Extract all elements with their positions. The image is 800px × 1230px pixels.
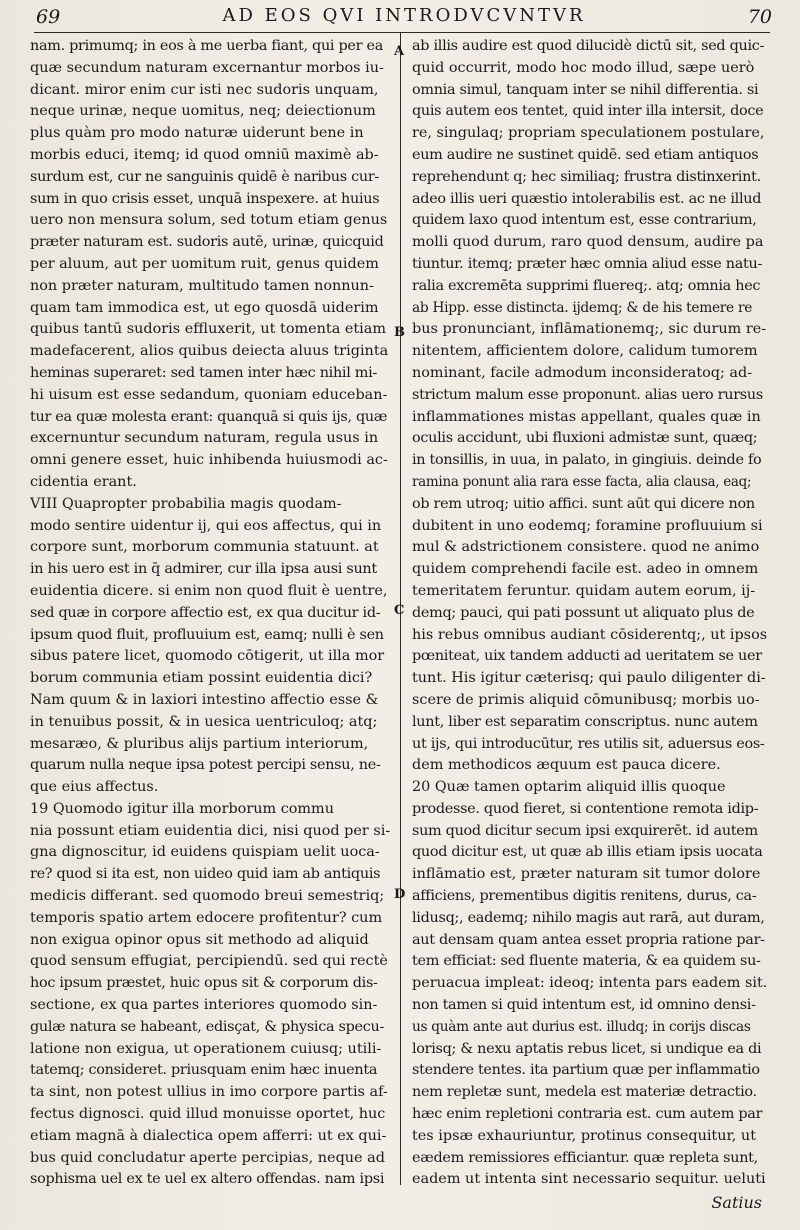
- text-line: hæc enim repletioni contraria est. cum autem par: [412, 1106, 763, 1123]
- text-line: heminas superaret: sed tamen inter hæc nihil mi-: [30, 364, 378, 381]
- text-line: uero non mensura solum, sed totum etiam genus: [30, 212, 388, 229]
- text-line: ut ijs, qui introducūtur, res utilis sit, aduersus eos-: [412, 735, 765, 752]
- text-line: ta sint, non potest ullius in imo corpore partis af-: [30, 1084, 388, 1101]
- text-line: quis autem eos tentet, quid inter illa intersit, doce: [412, 103, 764, 120]
- text-line: tatemq; consideret. priusquam enim hæc inuenta: [30, 1062, 378, 1079]
- text-line: præter naturam est. sudoris autē, urinæ, quicquid: [30, 234, 384, 251]
- text-line: molli quod durum, raro quod densum, audire pa: [412, 234, 764, 251]
- text-line: ab illis audire est quod dilucidè dictū sit, sed quic-: [412, 38, 765, 54]
- text-line: fectus dignosci. quid illud monuisse oportet, huc: [30, 1106, 386, 1123]
- text-line: bus pronunciant, inflāmationemq;, sic durum re-: [412, 321, 767, 338]
- text-line: surdum est, cur ne sanguinis quidē è naribus cur-: [30, 168, 379, 185]
- text-line: omni genere esset, huic inhibenda huiusmodi ac-: [30, 452, 388, 469]
- text-line: gulæ natura se habeant, edisçat, & physica specu-: [30, 1018, 385, 1035]
- text-line: Nam quum & in laxiori intestino affectio esse &: [30, 691, 379, 708]
- text-line: re, singulaq; propriam speculationem postulare,: [412, 125, 765, 142]
- text-line: in his uero est in q̄ admirer, cur illa ipsa ausi sunt: [30, 561, 377, 578]
- text-line: ralia excremēta supprimi fluereq;. atq; omnia hec: [412, 277, 761, 294]
- page-header: [36, 2, 772, 32]
- text-line: sibus patere licet, quomodo cōtigerit, ut illa mor: [30, 648, 385, 665]
- text-line: nam. primumq; in eos à me uerba fiant, qui per ea: [30, 38, 383, 54]
- text-line: eædem remissiores efficiantur. quæ repleta sunt,: [412, 1149, 758, 1166]
- text-line: strictum malum esse proponunt. alias uero rursus: [412, 386, 763, 403]
- text-line: inflammationes mistas appellant, quales quæ in: [412, 408, 761, 425]
- margin-marker-b: B: [394, 325, 405, 340]
- text-line: nominant, facile admodum inconsideratoq; ad-: [412, 364, 753, 381]
- text-line: VIII Quapropter probabilia magis quodam-: [30, 495, 342, 512]
- text-line: temporis spatio artem edocere profitentur? cum: [30, 909, 383, 926]
- text-line: morbis educi, itemq; id quod omniū maximè ab-: [30, 146, 379, 163]
- text-line: madefacerent, alios quibus deiecta aluus triginta: [30, 343, 389, 360]
- text-line: lidusq;, eademq; nihilo magis aut rarā, aut duram,: [412, 909, 765, 926]
- text-line: stendere tentes. ita partium quæ per inflammatio: [412, 1062, 760, 1079]
- text-line: bus quid concludatur aperte percipias, neque ad: [30, 1149, 385, 1166]
- text-line: nia possunt etiam euidentia dici, nisi quod per si-: [30, 822, 390, 839]
- text-line: 20 Quæ tamen optarim aliquid illis quoque: [412, 779, 726, 796]
- text-line: ramina ponunt alia rara esse facta, alia clausa, eaq;: [412, 473, 752, 490]
- text-line: quod dicitur est, ut quæ ab illis etiam ipsis uocata: [412, 844, 763, 861]
- text-line: nitentem, afficientem dolore, calidum tumorem: [412, 343, 758, 360]
- text-line: aut densam quam antea esset propria ratione par-: [412, 931, 765, 948]
- text-line: oculis accidunt, ubi fluxioni admistæ sunt, quæq;: [412, 430, 758, 447]
- text-line: quod sensum effugiat, percipiendū. sed qui rectè: [30, 953, 388, 970]
- text-line: medicis differant. sed quomodo breui semestriq;: [30, 888, 385, 905]
- text-line: lorisq; & nexu aptatis rebus licet, si undique ea di: [412, 1040, 762, 1057]
- text-line: non tamen si quid intentum est, id omnino densi-: [412, 997, 756, 1014]
- text-line: quæ secundum naturam excernantur morbos iu-: [30, 59, 384, 76]
- text-line: mul & adstrictionem consistere. quod ne animo: [412, 539, 760, 556]
- header-rule: [34, 32, 770, 33]
- text-line: tur ea quæ molesta erant: quanquā si quis ijs, quæ: [30, 408, 388, 425]
- text-line: tiuntur. itemq; præter hæc omnia aliud esse natu-: [412, 255, 763, 272]
- text-line: nem repletæ sunt, medela est materiæ detractio.: [412, 1084, 757, 1101]
- text-line: per aluum, aut per uomitum ruit, genus quidem: [30, 255, 379, 272]
- text-line: sophisma uel ex te uel ex altero offendas. nam ipsi: [30, 1171, 385, 1186]
- text-line: quidem comprehendi facile est. adeo in omnem: [412, 561, 759, 578]
- text-line: his rebus omnibus audiant cōsiderentq;, ut ipsos: [412, 626, 767, 643]
- text-line: ob rem utroq; uitio affici. sunt aūt qui dicere non: [412, 495, 755, 512]
- text-line: dem methodicos æquum est pauca dicere.: [412, 757, 721, 774]
- left-page-number: 69: [36, 6, 61, 28]
- text-line: quidem laxo quod intentum est, esse contrarium,: [412, 212, 757, 229]
- text-line: non præter naturam, multitudo tamen nonnun-: [30, 277, 374, 294]
- text-line: ipsum quod fluit, profluuium est, eamq; nulli è sen: [30, 626, 384, 643]
- text-line: us quàm ante aut durius est. illudq; in corijs discas: [412, 1018, 751, 1035]
- text-line: peruacua impleat: ideoq; intenta pars eadem sit.: [412, 975, 767, 992]
- text-line: demq; pauci, qui pati possunt ut aliquato plus de: [412, 604, 755, 621]
- text-line: neque urinæ, neque uomitus, neq; deiectionum: [30, 103, 376, 120]
- text-line: in tenuibus possit, & in uesica uentriculoq; atq;: [30, 713, 378, 730]
- text-line: omnia simul, tanquam inter se nihil differentia. si: [412, 81, 759, 98]
- text-line: cidentia erant.: [30, 473, 137, 490]
- text-line: corpore sunt, morborum communia statuunt. at: [30, 539, 379, 556]
- margin-marker-c: C: [394, 603, 405, 618]
- text-line: pœniteat, uix tandem adducti ad ueritatem se uer: [412, 648, 762, 665]
- text-line: lunt, liber est separatim conscriptus. nunc autem: [412, 713, 758, 730]
- text-line: euidentia dicere. si enim non quod fluit è uentre,: [30, 582, 388, 599]
- text-line: hoc ipsum præstet, huic opus sit & corporum dis-: [30, 975, 378, 992]
- text-line: re? quod si ita est, non uideo quid iam ab antiquis: [30, 866, 381, 883]
- text-line: quid occurrit, modo hoc modo illud, sæpe uerò: [412, 59, 755, 76]
- text-line: inflāmatio est, præter naturam sit tumor dolore: [412, 866, 761, 883]
- margin-marker-d: D: [394, 887, 406, 902]
- text-line: reprehendunt q; hec similiaq; frustra distinxerint.: [412, 168, 761, 185]
- text-line: hi uisum est esse sedandum, quoniam educeban-: [30, 386, 388, 403]
- text-line: etiam magnā à dialectica opem afferri: ut ex qui-: [30, 1127, 387, 1144]
- right-column: [412, 36, 767, 1186]
- text-line: in tonsillis, in uua, in palato, in gingiuis. deinde fo: [412, 452, 762, 469]
- text-line: borum communia etiam possint euidentia dici?: [30, 670, 373, 687]
- text-line: afficiens, prementibus digitis renitens, durus, ca-: [412, 888, 757, 905]
- text-line: que eius affectus.: [30, 779, 159, 796]
- text-line: modo sentire uidentur ij, qui eos affectus, qui in: [30, 517, 382, 534]
- text-line: non exigua opinor opus sit methodo ad aliquid: [30, 931, 369, 948]
- text-line: ab Hipp. esse distincta. ijdemq; & de his temere re: [412, 299, 753, 316]
- right-page-number: 70: [747, 6, 772, 28]
- text-line: excernuntur secundum naturam, regula usus in: [30, 430, 379, 447]
- text-line: sed quæ in corpore affectio est, ex qua ducitur id-: [30, 604, 381, 621]
- text-line: sum in quo crisis esset, unquā inspexere. at huius: [30, 190, 380, 207]
- left-column: [30, 36, 390, 1186]
- text-line: quibus tantū sudoris effluxerit, ut tomenta etiam: [30, 321, 386, 338]
- text-line: sectione, ex qua partes interiores quomodo sin-: [30, 997, 378, 1014]
- text-line: gna dignoscitur, id euidens quispiam uelit uoca-: [30, 844, 380, 861]
- text-line: latione non exigua, ut operationem cuiusq; utili-: [30, 1040, 382, 1057]
- text-line: quarum nulla neque ipsa potest percipi sensu, ne-: [30, 757, 381, 774]
- running-title: AD EOS QVI INTRODVCVNTVR: [222, 5, 586, 26]
- text-line: temeritatem feruntur. quidam autem eorum, ij-: [412, 582, 756, 599]
- text-line: eum audire ne sustinet quidē. sed etiam antiquos: [412, 146, 759, 163]
- text-line: dicant. miror enim cur isti nec sudoris unquam,: [30, 81, 379, 98]
- text-line: prodesse. quod fieret, si contentione remota idip-: [412, 800, 759, 817]
- text-line: adeo illis ueri quæstio intolerabilis est. ac ne illud: [412, 190, 762, 207]
- margin-marker-a: A: [394, 44, 405, 59]
- text-line: tem efficiat: sed fluente materia, & ea quidem su-: [412, 953, 761, 970]
- text-line: mesaræo, & pluribus alijs partium interiorum,: [30, 735, 369, 752]
- text-line: dubitent in uno eodemq; foramine profluuium si: [412, 517, 763, 534]
- text-line: quam tam immodica est, ut ego quosdā uiderim: [30, 299, 379, 316]
- text-line: tunt. His igitur cæterisq; qui paulo diligenter di-: [412, 670, 766, 687]
- text-line: scere de primis aliquid cōmunibusq; morbis uo-: [412, 691, 760, 708]
- text-line: plus quàm pro modo naturæ uiderunt bene in: [30, 125, 364, 142]
- text-line: eadem ut intenta sint necessario sequitur. ueluti: [412, 1171, 766, 1186]
- catchword: Satius: [711, 1193, 762, 1212]
- text-line: sum quod dicitur secum ipsi exquirerēt. id autem: [412, 822, 758, 839]
- text-line: 19 Quomodo igitur illa morborum commu: [30, 800, 334, 817]
- text-line: tes ipsæ exhauriuntur, protinus consequitur, ut: [412, 1127, 756, 1144]
